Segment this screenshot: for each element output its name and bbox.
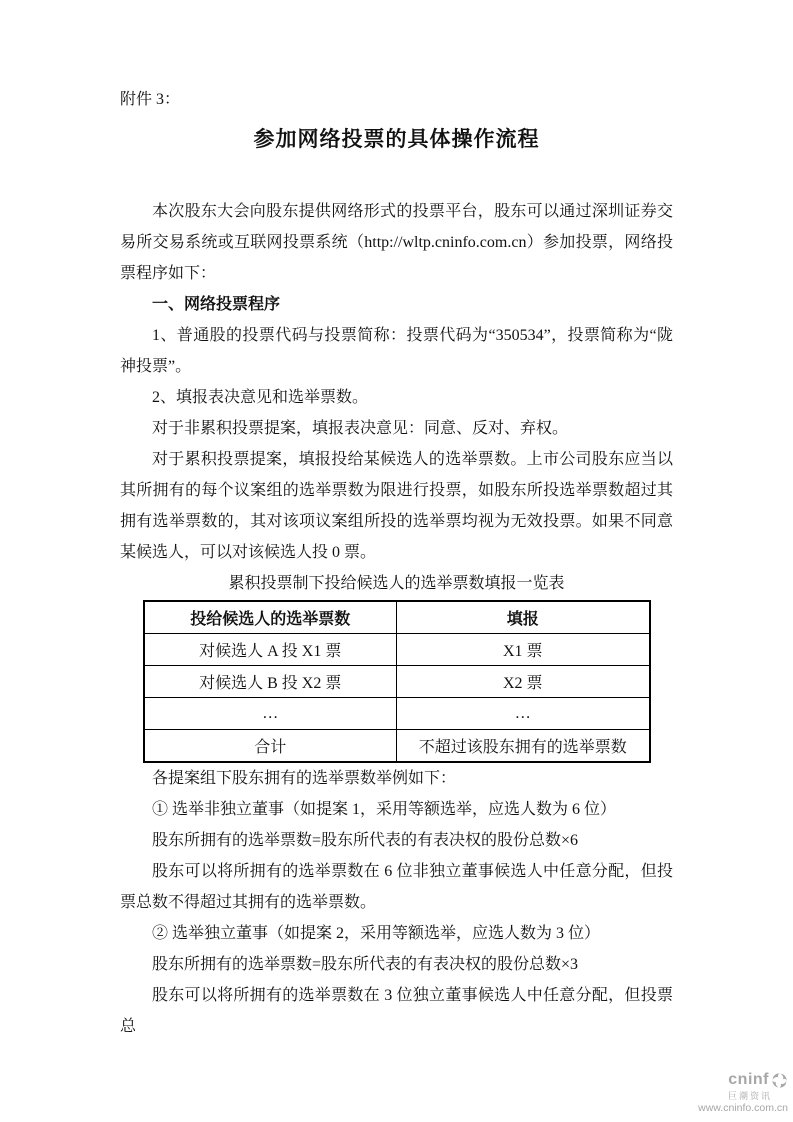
cumulative-vote-table (143, 600, 651, 763)
document-content (120, 86, 673, 1042)
table-cell: 不超过该股东拥有的选举票数 (397, 730, 650, 763)
example1-title: ① 选举非独立董事（如提案 1，采用等额选举，应选人数为 6 位） (152, 801, 617, 818)
table-cell: X1 票 (397, 634, 650, 666)
cninfo-swirl-icon (771, 1072, 788, 1089)
table-row (144, 730, 650, 763)
table-cell: 对候选人 B 投 X2 票 (144, 666, 397, 698)
table-cell: X2 票 (397, 666, 650, 698)
table-header-fill: 填报 (397, 601, 650, 634)
cninfo-chinese-name: 巨潮资讯 (727, 1090, 772, 1101)
paragraph-cumulative: 对于累积投票提案，填报投给某候选人的选举票数。上市公司股东应当以其所拥有的每个议案组的选举票数为限进行投票，如股东所投选举票数超过其拥有选举票数的，其对该项议案组所投的选举票均视为无效投票。如果不同意某候选人，可以对该候选人投 0 票。 (120, 451, 673, 561)
table-cell: … (397, 698, 650, 730)
example2-title: ② 选举独立董事（如提案 2，采用等额选举，应选人数为 3 位） (152, 925, 601, 942)
cninfo-logo-text: cninf (728, 1071, 769, 1089)
example2-formula: 股东所拥有的选举票数=股东所代表的有表决权的股份总数×3 (152, 956, 579, 973)
examples-lead: 各提案组下股东拥有的选举票数举例如下： (152, 770, 457, 787)
table-header-votes: 投给候选人的选举票数 (144, 601, 397, 634)
paragraph-fill-opinion: 2、填报表决意见和选举票数。 (152, 389, 369, 406)
table-cell: … (144, 698, 397, 730)
table-cell: 对候选人 A 投 X1 票 (144, 634, 397, 666)
intro-paragraph: 本次股东大会向股东提供网络形式的投票平台，股东可以通过深圳证券交易所交易系统或互联网投票系统（http://wltp.cninfo.com.cn）参加投票，网络投票程序如下： (120, 203, 673, 282)
table-header-row (144, 601, 650, 634)
cninfo-watermark (698, 1071, 788, 1114)
attachment-label: 附件 3： (120, 91, 181, 108)
table-row (144, 698, 650, 730)
table-row (144, 634, 650, 666)
page-title: 参加网络投票的具体操作流程 (253, 127, 540, 151)
example2-note: 股东可以将所拥有的选举票数在 3 位独立董事候选人中任意分配，但投票总 (120, 987, 673, 1035)
cninfo-url: www.cninfo.com.cn (698, 1101, 788, 1114)
example1-formula: 股东所拥有的选举票数=股东所代表的有表决权的股份总数×6 (152, 832, 579, 849)
table-cell: 合计 (144, 730, 397, 763)
example1-note: 股东可以将所拥有的选举票数在 6 位非独立董事候选人中任意分配，但投票总数不得超过其拥有的选举票数。 (120, 863, 673, 911)
section-heading-network-voting: 一、网络投票程序 (152, 296, 281, 313)
table-caption: 累积投票制下投给候选人的选举票数填报一览表 (228, 575, 565, 592)
paragraph-vote-code: 1、普通股的投票代码与投票简称：投票代码为“350534”，投票简称为“陇神投票”。 (120, 327, 673, 375)
cninfo-logo-row (728, 1071, 788, 1089)
paragraph-noncumulative: 对于非累积投票提案，填报表决意见：同意、反对、弃权。 (152, 420, 569, 437)
table-row (144, 666, 650, 698)
